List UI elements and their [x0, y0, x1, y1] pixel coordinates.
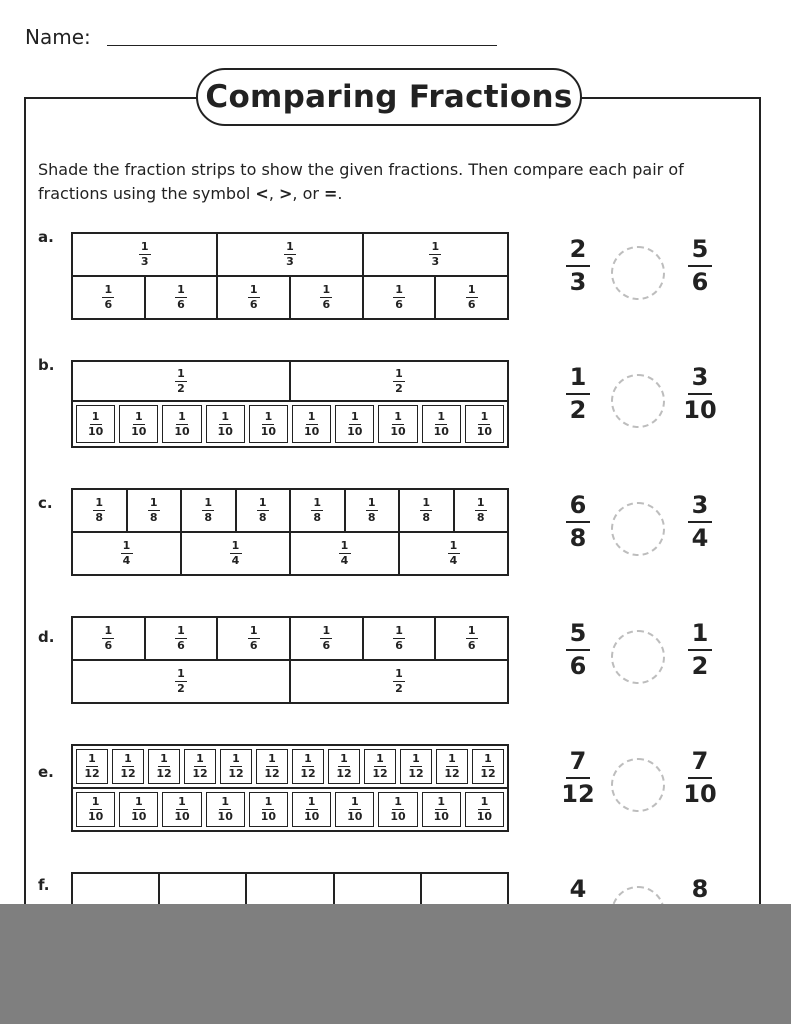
unit-fraction: 1 6: [248, 625, 260, 652]
strip-cell[interactable]: [256, 749, 288, 784]
unit-fraction: 1 12: [84, 752, 100, 780]
unit-fraction: 1 8: [420, 497, 432, 524]
fraction-strips: [71, 488, 509, 576]
strip-cell[interactable]: [292, 792, 331, 827]
comparison: [556, 748, 731, 830]
unit-fraction: 1 2: [175, 668, 187, 695]
strip-cell[interactable]: [378, 405, 417, 443]
unit-fraction: 1 12: [120, 752, 136, 780]
unit-fraction: 1 12: [408, 752, 424, 780]
fraction-strips: [71, 744, 509, 832]
strip-cell[interactable]: [119, 792, 158, 827]
unit-fraction: 1 4: [339, 540, 351, 567]
unit-fraction: 1 10: [87, 409, 104, 438]
fraction-strip: [73, 362, 507, 400]
strip-cell[interactable]: [73, 618, 144, 659]
strip-cell[interactable]: [73, 490, 126, 531]
right-fraction: 8: [675, 876, 725, 909]
fraction-strip: [73, 618, 507, 659]
strip-cell[interactable]: [344, 490, 399, 531]
strip-cell[interactable]: [434, 618, 507, 659]
fraction-strip: [73, 787, 507, 830]
unit-fraction: 1 10: [303, 795, 320, 823]
fraction-strip: [73, 490, 507, 531]
unit-fraction: 1 10: [390, 409, 406, 438]
fraction-strip: [73, 275, 507, 318]
unit-fraction: 1 12: [372, 752, 388, 780]
strip-cell[interactable]: [249, 405, 288, 443]
strip-cell[interactable]: [289, 490, 344, 531]
strip-cell[interactable]: [362, 277, 435, 318]
unit-fraction: 1 6: [248, 284, 260, 311]
unit-fraction: 1 6: [466, 625, 478, 652]
unit-fraction: 1 6: [102, 625, 114, 652]
fraction-strips: [71, 232, 509, 320]
strip-cell[interactable]: [206, 405, 245, 443]
strip-cell[interactable]: [472, 749, 504, 784]
worksheet-title: Comparing Fractions: [196, 68, 582, 126]
strip-cell[interactable]: [362, 618, 435, 659]
unit-fraction: 1 8: [93, 497, 105, 524]
fraction-strip: [73, 659, 507, 702]
unit-fraction: 1 10: [260, 409, 277, 438]
unit-fraction: 1 6: [102, 284, 114, 311]
comparison: [556, 620, 731, 702]
name-label: Name:: [25, 25, 91, 49]
unit-fraction: 1 8: [311, 497, 323, 524]
strip-cell[interactable]: [144, 618, 217, 659]
strip-cell[interactable]: [398, 533, 507, 574]
strip-cell[interactable]: [422, 792, 461, 827]
unit-fraction: 1 8: [257, 497, 269, 524]
strip-cell[interactable]: [73, 277, 144, 318]
unit-fraction: 1 12: [336, 752, 352, 780]
strip-cell[interactable]: [335, 405, 374, 443]
unit-fraction: 1 12: [228, 752, 244, 780]
right-fraction: 1 2: [675, 620, 725, 680]
unit-fraction: 1 10: [217, 795, 233, 823]
compare-circle[interactable]: [611, 758, 665, 812]
unit-fraction: 1 8: [202, 497, 214, 524]
unit-fraction: 1 6: [320, 284, 332, 311]
unit-fraction: 1 12: [192, 752, 208, 780]
right-fraction: 3 10: [683, 363, 717, 424]
strip-cell[interactable]: [364, 749, 396, 784]
name-line[interactable]: [107, 45, 497, 46]
unit-fraction: 1 10: [433, 409, 449, 438]
compare-circle[interactable]: [611, 246, 665, 300]
left-fraction: 2 3: [553, 236, 603, 296]
strip-cell[interactable]: [216, 234, 361, 275]
strip-cell[interactable]: [465, 405, 504, 443]
strip-cell[interactable]: [73, 661, 289, 702]
strip-cell[interactable]: [73, 533, 180, 574]
unit-fraction: 1 3: [284, 241, 296, 268]
unit-fraction: 1 3: [139, 241, 151, 268]
strip-cell[interactable]: [180, 490, 235, 531]
unit-fraction: 1 10: [174, 409, 190, 438]
unit-fraction: 1 10: [131, 409, 147, 438]
problem-letter: f.: [38, 876, 50, 894]
unit-fraction: 1 6: [175, 625, 187, 652]
strip-cell[interactable]: [453, 490, 508, 531]
compare-circle[interactable]: [611, 630, 665, 684]
strip-cell[interactable]: [436, 749, 468, 784]
unit-fraction: 1 4: [448, 540, 460, 567]
unit-fraction: 1 3: [429, 241, 441, 268]
unit-fraction: 1 10: [476, 795, 493, 823]
strip-cell[interactable]: [335, 792, 374, 827]
unit-fraction: 1 4: [121, 540, 133, 567]
strip-cell[interactable]: [112, 749, 144, 784]
problem-a: [0, 228, 791, 320]
left-fraction: 6 8: [553, 492, 603, 552]
problem-c: [0, 484, 791, 576]
strip-cell[interactable]: [289, 277, 362, 318]
unit-fraction: 1 2: [393, 368, 405, 395]
strip-cell[interactable]: [465, 792, 504, 827]
left-fraction: 5 6: [553, 620, 603, 680]
gray-overlay-step: [0, 911, 288, 1024]
unit-fraction: 1 10: [476, 409, 493, 438]
strip-cell[interactable]: [119, 405, 158, 443]
unit-fraction: 1 10: [347, 409, 363, 438]
unit-fraction: 1 10: [131, 795, 147, 823]
unit-fraction: 1 10: [217, 409, 233, 438]
comparison: [556, 236, 731, 318]
strip-cell[interactable]: [289, 362, 507, 400]
strip-cell[interactable]: [249, 792, 288, 827]
left-fraction: 4: [553, 876, 603, 909]
strip-cell[interactable]: [400, 749, 432, 784]
strip-cell[interactable]: [220, 749, 252, 784]
unit-fraction: 1 4: [230, 540, 242, 567]
fraction-strips: [71, 616, 509, 704]
problem-letter: d.: [38, 628, 55, 646]
unit-fraction: 1 6: [175, 284, 187, 311]
unit-fraction: 1 10: [303, 409, 320, 438]
strip-cell[interactable]: [216, 277, 289, 318]
strip-cell[interactable]: [289, 661, 507, 702]
strip-cell[interactable]: [73, 362, 289, 400]
unit-fraction: 1 12: [264, 752, 280, 780]
strip-cell[interactable]: [398, 490, 453, 531]
unit-fraction: 1 10: [260, 795, 277, 823]
compare-circle[interactable]: [611, 502, 665, 556]
strip-cell[interactable]: [76, 749, 108, 784]
unit-fraction: 1 8: [148, 497, 160, 524]
problem-letter: c.: [38, 494, 53, 512]
fraction-strip: [73, 400, 507, 446]
unit-fraction: 1 10: [433, 795, 449, 823]
problem-letter: b.: [38, 356, 55, 374]
fraction-strip: [73, 234, 507, 275]
strip-cell[interactable]: [434, 277, 507, 318]
strip-cell[interactable]: [76, 405, 115, 443]
strip-cell[interactable]: [216, 618, 289, 659]
unit-fraction: 1 10: [174, 795, 190, 823]
unit-fraction: 1 12: [480, 752, 496, 780]
strip-cell[interactable]: [206, 792, 245, 827]
strip-cell[interactable]: [144, 277, 217, 318]
unit-fraction: 1 6: [320, 625, 332, 652]
problem-d: [0, 612, 791, 704]
left-fraction: 1 2: [553, 364, 603, 424]
unit-fraction: 1 12: [156, 752, 172, 780]
strip-cell[interactable]: [184, 749, 216, 784]
strip-cell[interactable]: [292, 749, 324, 784]
strip-cell[interactable]: [126, 490, 181, 531]
unit-fraction: 1 10: [87, 795, 104, 823]
unit-fraction: 1 10: [390, 795, 406, 823]
fraction-strip: [73, 531, 507, 574]
unit-fraction: 1 12: [300, 752, 316, 780]
unit-fraction: 1 8: [366, 497, 378, 524]
strip-cell[interactable]: [289, 618, 362, 659]
strip-cell[interactable]: [235, 490, 290, 531]
unit-fraction: 1 10: [347, 795, 363, 823]
unit-fraction: 1 8: [475, 497, 487, 524]
right-fraction: 5 6: [675, 236, 725, 296]
strip-cell[interactable]: [76, 792, 115, 827]
problem-e: [0, 740, 791, 832]
unit-fraction: 1 12: [444, 752, 460, 780]
strip-cell[interactable]: [378, 792, 417, 827]
compare-circle[interactable]: [611, 374, 665, 428]
fraction-strip: [73, 746, 507, 787]
strip-cell[interactable]: [180, 533, 289, 574]
left-fraction: 7 12: [561, 747, 595, 808]
strip-cell[interactable]: [422, 405, 461, 443]
unit-fraction: 1 6: [466, 284, 478, 311]
strip-cell[interactable]: [289, 533, 398, 574]
strip-cell[interactable]: [328, 749, 360, 784]
right-fraction: 7 10: [683, 747, 717, 808]
comparison: [556, 364, 731, 446]
right-fraction: 3 4: [675, 492, 725, 552]
comparison: [556, 492, 731, 574]
unit-fraction: 1 6: [393, 284, 405, 311]
strip-cell[interactable]: [73, 234, 216, 275]
problem-letter: e.: [38, 763, 54, 781]
strip-cell[interactable]: [162, 792, 201, 827]
unit-fraction: 1 2: [175, 368, 187, 395]
unit-fraction: 1 6: [393, 625, 405, 652]
strip-cell[interactable]: [148, 749, 180, 784]
unit-fraction: 1 2: [393, 668, 405, 695]
problem-letter: a.: [38, 228, 54, 246]
strip-cell[interactable]: [292, 405, 331, 443]
fraction-strips: [71, 360, 509, 448]
strip-cell[interactable]: [362, 234, 507, 275]
problem-b: [0, 356, 791, 448]
strip-cell[interactable]: [162, 405, 201, 443]
instructions: Shade the fraction strips to show the given fractions. Then compare each pair of fractions using the symbol <, >, or =.: [38, 160, 684, 203]
